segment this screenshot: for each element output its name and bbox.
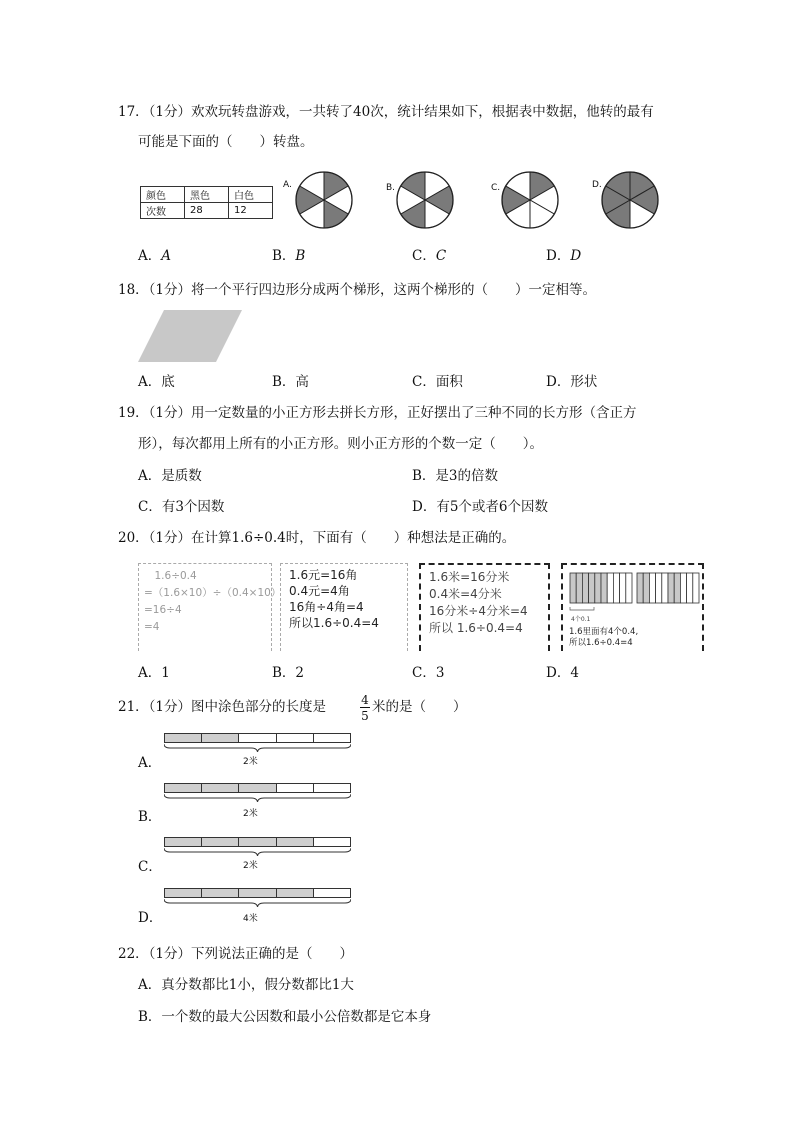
wheel-label-a: A.	[283, 180, 292, 190]
table-row-label: 次数	[141, 203, 185, 219]
strip-cell	[589, 573, 595, 603]
strip-cell	[576, 573, 582, 603]
table-cell-white: 12	[229, 203, 273, 219]
wheel-c	[500, 170, 560, 230]
q21-option-c[interactable]: C．	[138, 859, 162, 875]
wheel-b	[395, 170, 455, 230]
q21-unit-d: 4米	[243, 914, 258, 924]
parallelogram-figure	[138, 308, 244, 364]
q20-option-c[interactable]: C．3	[412, 665, 445, 681]
q21-stem-prefix: 21．（1分）图中涂色部分的长度是	[118, 699, 327, 715]
strip-cell	[649, 573, 655, 603]
q21-bar-a	[164, 733, 351, 743]
q20-method-box-2	[280, 563, 408, 651]
strip-cell	[687, 573, 693, 603]
q20-method-box-3	[419, 563, 550, 651]
q21-option-d[interactable]: D．	[138, 910, 163, 926]
method-2-line4: 所以1.6÷0.4=4	[289, 616, 379, 630]
q19-option-d[interactable]: D．有5个或者6个因数	[412, 499, 549, 515]
method-3-line3: 16分米÷4分米=4	[429, 604, 528, 618]
q18-option-a[interactable]: A．底	[138, 374, 175, 390]
method-3-line2: 0.4米=4分米	[429, 587, 502, 601]
q21-bar-c	[164, 837, 351, 847]
q17-option-a[interactable]: A．A	[138, 248, 171, 264]
q18-stem: 18．（1分）将一个平行四边形分成两个梯形，这两个梯形的（ ）一定相等。	[118, 282, 597, 298]
wheel-label-c: C.	[491, 183, 501, 193]
method-1-line2: =（1.6×10）÷（0.4×10）	[144, 587, 282, 599]
strip-cell	[601, 573, 607, 603]
decimal-strip-diagram	[569, 571, 701, 619]
strip-cell	[620, 573, 626, 603]
method-2-line3: 16角÷4角=4	[289, 600, 364, 614]
q18-option-b[interactable]: B．高	[272, 374, 309, 390]
wheel-d	[600, 170, 660, 230]
method-1-line4: =4	[144, 621, 160, 633]
q22-option-b[interactable]: B．一个数的最大公因数和最小公倍数都是它本身	[138, 1009, 432, 1025]
q17-option-b[interactable]: B．B	[272, 248, 306, 264]
q21-bar-b	[164, 783, 351, 793]
wheel-label-d: D.	[592, 180, 602, 190]
strip-cell	[613, 573, 619, 603]
q21-option-a[interactable]: A．	[138, 755, 162, 771]
method-1-line3: =16÷4	[144, 604, 182, 616]
method-3-line1: 1.6米=16分米	[429, 570, 510, 584]
q17-stat-table	[140, 186, 273, 219]
method-2-line1: 1.6元=16角	[289, 568, 358, 582]
strip-cell	[607, 573, 613, 603]
q21-unit-a: 2米	[243, 757, 258, 767]
strip-cell	[668, 573, 674, 603]
q21-brace-c	[164, 847, 351, 857]
q21-stem-suffix: 米的是（ ）	[372, 699, 467, 715]
table-header-white: 白色	[229, 187, 273, 203]
q20-method-box-4	[561, 563, 704, 651]
q21-brace-a	[164, 743, 351, 753]
q17-stem-line1: 17．（1分）欢欢玩转盘游戏，一共转了40次，统计结果如下，根据表中数据，他转的最有	[118, 104, 654, 120]
method-4-line2: 所以1.6÷0.4=4	[569, 638, 633, 648]
fraction-numerator: 4	[361, 693, 369, 707]
q22-option-a[interactable]: A．真分数都比1小，假分数都比1大	[138, 977, 354, 993]
q20-stem: 20．（1分）在计算1.6÷0.4时，下面有（ ）种想法是正确的。	[118, 530, 516, 546]
q19-option-c[interactable]: C．有3个因数	[138, 499, 225, 515]
strip-cell	[693, 573, 699, 603]
q20-method-box-1	[138, 563, 282, 651]
q17-option-c[interactable]: C．C	[412, 248, 447, 264]
strip-cell	[674, 573, 680, 603]
strip-cell	[637, 573, 643, 603]
q18-option-c[interactable]: C．面积	[412, 374, 463, 390]
q21-bar-d	[164, 888, 351, 898]
table-cell-black: 28	[185, 203, 229, 219]
method-2-line2: 0.4元=4角	[289, 584, 350, 598]
q17-option-d[interactable]: D．D	[546, 248, 582, 264]
q21-brace-d	[164, 898, 351, 908]
table-header-black: 黑色	[185, 187, 229, 203]
q21-unit-b: 2米	[243, 809, 258, 819]
q20-option-a[interactable]: A．1	[138, 665, 170, 681]
q18-option-d[interactable]: D．形状	[546, 374, 598, 390]
q19-option-a[interactable]: A．是质数	[138, 468, 202, 484]
method-4-line1: 1.6里面有4个0.4,	[569, 627, 639, 637]
strip-cell	[656, 573, 662, 603]
q20-option-b[interactable]: B．2	[272, 665, 305, 681]
q19-stem-line1: 19．（1分）用一定数量的小正方形去拼长方形，正好摆出了三种不同的长方形（含正方	[118, 405, 637, 421]
q21-brace-b	[164, 793, 351, 803]
q20-option-d[interactable]: D．4	[546, 665, 579, 681]
q22-stem: 22．（1分）下列说法正确的是（ ）	[118, 946, 354, 962]
strip-cell	[662, 573, 668, 603]
strip-cell	[680, 573, 686, 603]
strip-cell	[626, 573, 632, 603]
wheel-label-b: B.	[386, 183, 396, 193]
wheel-a	[294, 170, 354, 230]
q21-option-b[interactable]: B．	[138, 809, 162, 825]
strip-cell	[643, 573, 649, 603]
q21-unit-c: 2米	[243, 861, 258, 871]
fraction-denominator: 5	[361, 709, 369, 723]
strip-cell	[582, 573, 588, 603]
strip-cell	[570, 573, 576, 603]
q19-option-b[interactable]: B．是3的倍数	[412, 468, 499, 484]
method-3-line4: 所以 1.6÷0.4=4	[429, 621, 523, 635]
q17-stem-line2: 可能是下面的（ ）转盘。	[138, 134, 314, 150]
strip-bracket	[570, 607, 594, 610]
table-header-color: 颜色	[141, 187, 185, 203]
method-1-line1: 1.6÷0.4	[144, 570, 197, 582]
method-4-tick: 4个0.1	[571, 616, 591, 623]
q19-stem-line2: 形），每次都用上所有的小正方形。则小正方形的个数一定（ ）。	[138, 436, 543, 452]
strip-cell	[595, 573, 601, 603]
